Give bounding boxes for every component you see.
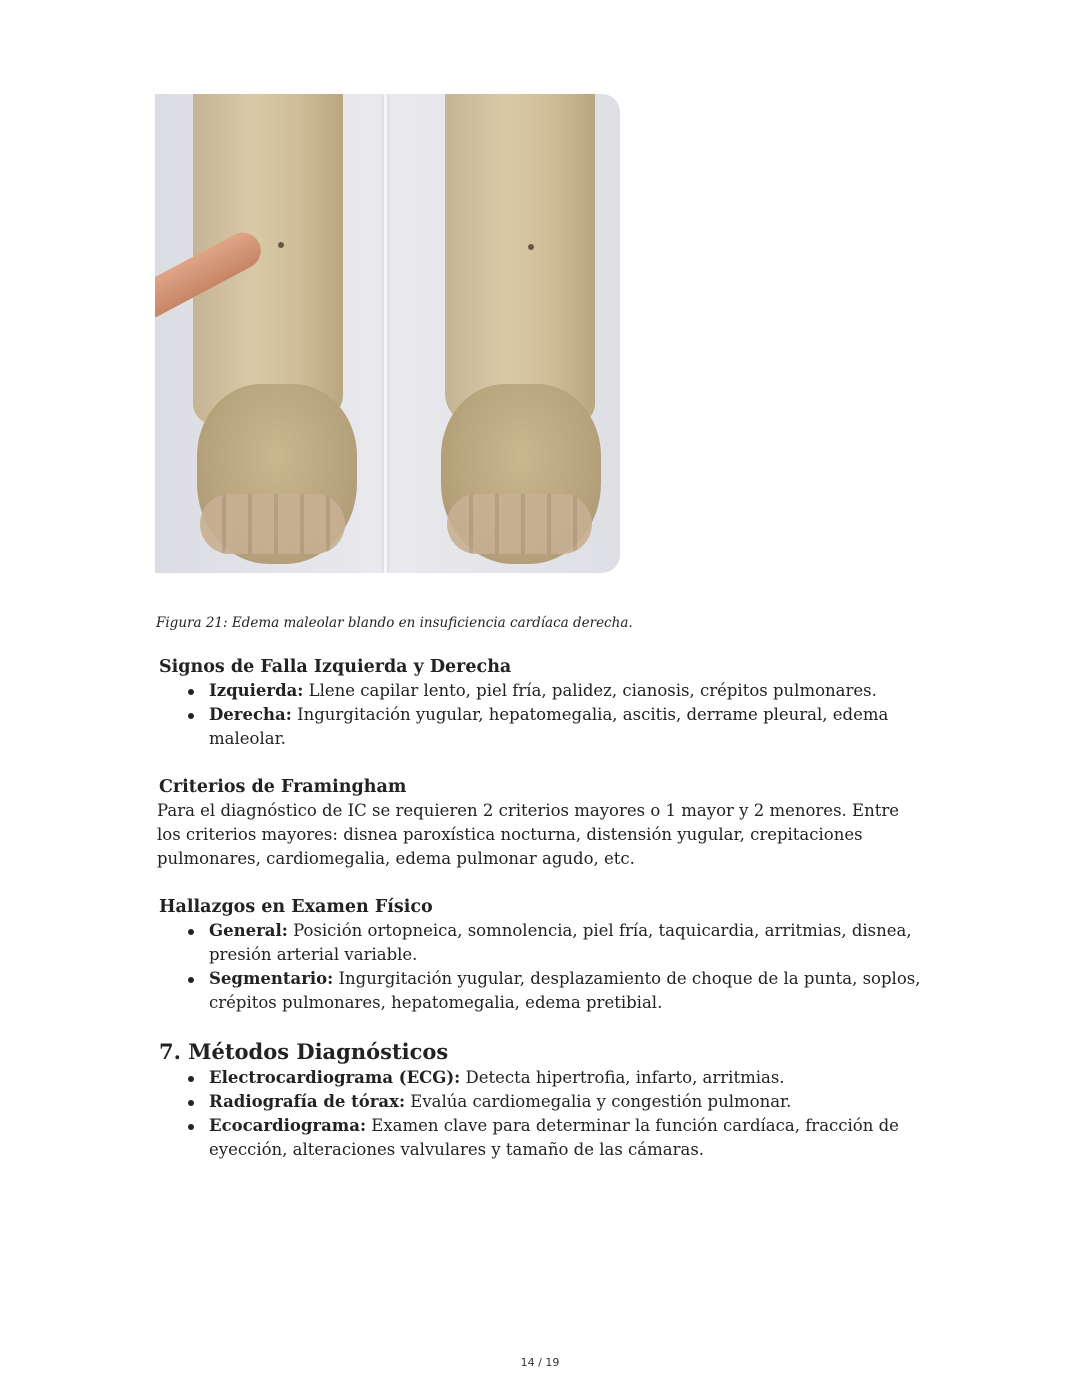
edema-figure-image <box>155 94 620 573</box>
left-toes <box>200 494 345 554</box>
item-label: Ecocardiograma: <box>209 1116 367 1135</box>
list-item <box>209 679 927 703</box>
list-item <box>209 967 927 1015</box>
section-metodos <box>157 1038 927 1162</box>
paragraph: Para el diagnóstico de IC se requieren 2 criterios mayores o 1 mayor y 2 menores. Entre los criterios mayores: disnea paroxística nocturna, distensión yugular, crepitaciones pulmonares, cardiomegalia, edema pulmonar agudo, etc. <box>157 801 899 868</box>
right-toes <box>447 494 592 554</box>
right-leg <box>445 94 595 424</box>
item-text: Llene capilar lento, piel fría, palidez, cianosis, crépitos pulmonares. <box>303 681 877 700</box>
item-label: General: <box>209 921 288 940</box>
page-indicator: 14 / 19 <box>520 1356 560 1369</box>
item-label: Radiografía de tórax: <box>209 1092 406 1111</box>
figure-caption: Figura 21: Edema maleolar blando en insuficiencia cardíaca derecha. <box>156 615 633 631</box>
list-item <box>209 1066 927 1090</box>
list-item <box>209 919 927 967</box>
item-text: Examen clave para determinar la función cardíaca, fracción de eyección, alteraciones valvulares y tamaño de las cámaras. <box>209 1116 899 1159</box>
section-heading: Hallazgos en Examen Físico <box>159 897 433 917</box>
list-item <box>209 1114 927 1162</box>
list-item <box>209 1090 927 1114</box>
bullet-list <box>157 1066 927 1162</box>
item-label: Derecha: <box>209 705 292 724</box>
item-label: Segmentario: <box>209 969 334 988</box>
list-item <box>209 703 927 751</box>
image-divider <box>384 94 387 573</box>
item-text: Ingurgitación yugular, hepatomegalia, ascitis, derrame pleural, edema maleolar. <box>209 705 889 748</box>
item-text: Evalúa cardiomegalia y congestión pulmonar. <box>405 1092 792 1111</box>
item-text: Ingurgitación yugular, desplazamiento de choque de la punta, soplos, crépitos pulmonares, hepatomegalia, edema pretibial. <box>209 969 921 1012</box>
section-hallazgos <box>157 895 927 1015</box>
section-heading: Criterios de Framingham <box>159 777 407 797</box>
item-text: Posición ortopneica, somnolencia, piel fría, taquicardia, arritmias, disnea, presión arterial variable. <box>209 921 912 964</box>
item-label: Izquierda: <box>209 681 304 700</box>
section-signos <box>157 655 927 751</box>
skin-mark <box>528 244 534 250</box>
bullet-list <box>157 919 927 1015</box>
section-framingham <box>157 775 927 871</box>
item-text: Detecta hipertrofia, infarto, arritmias. <box>460 1068 785 1087</box>
bullet-list <box>157 679 927 751</box>
section-heading: Signos de Falla Izquierda y Derecha <box>159 657 512 677</box>
section-heading: 7. Métodos Diagnósticos <box>159 1039 449 1064</box>
skin-mark <box>278 242 284 248</box>
item-label: Electrocardiograma (ECG): <box>209 1068 461 1087</box>
